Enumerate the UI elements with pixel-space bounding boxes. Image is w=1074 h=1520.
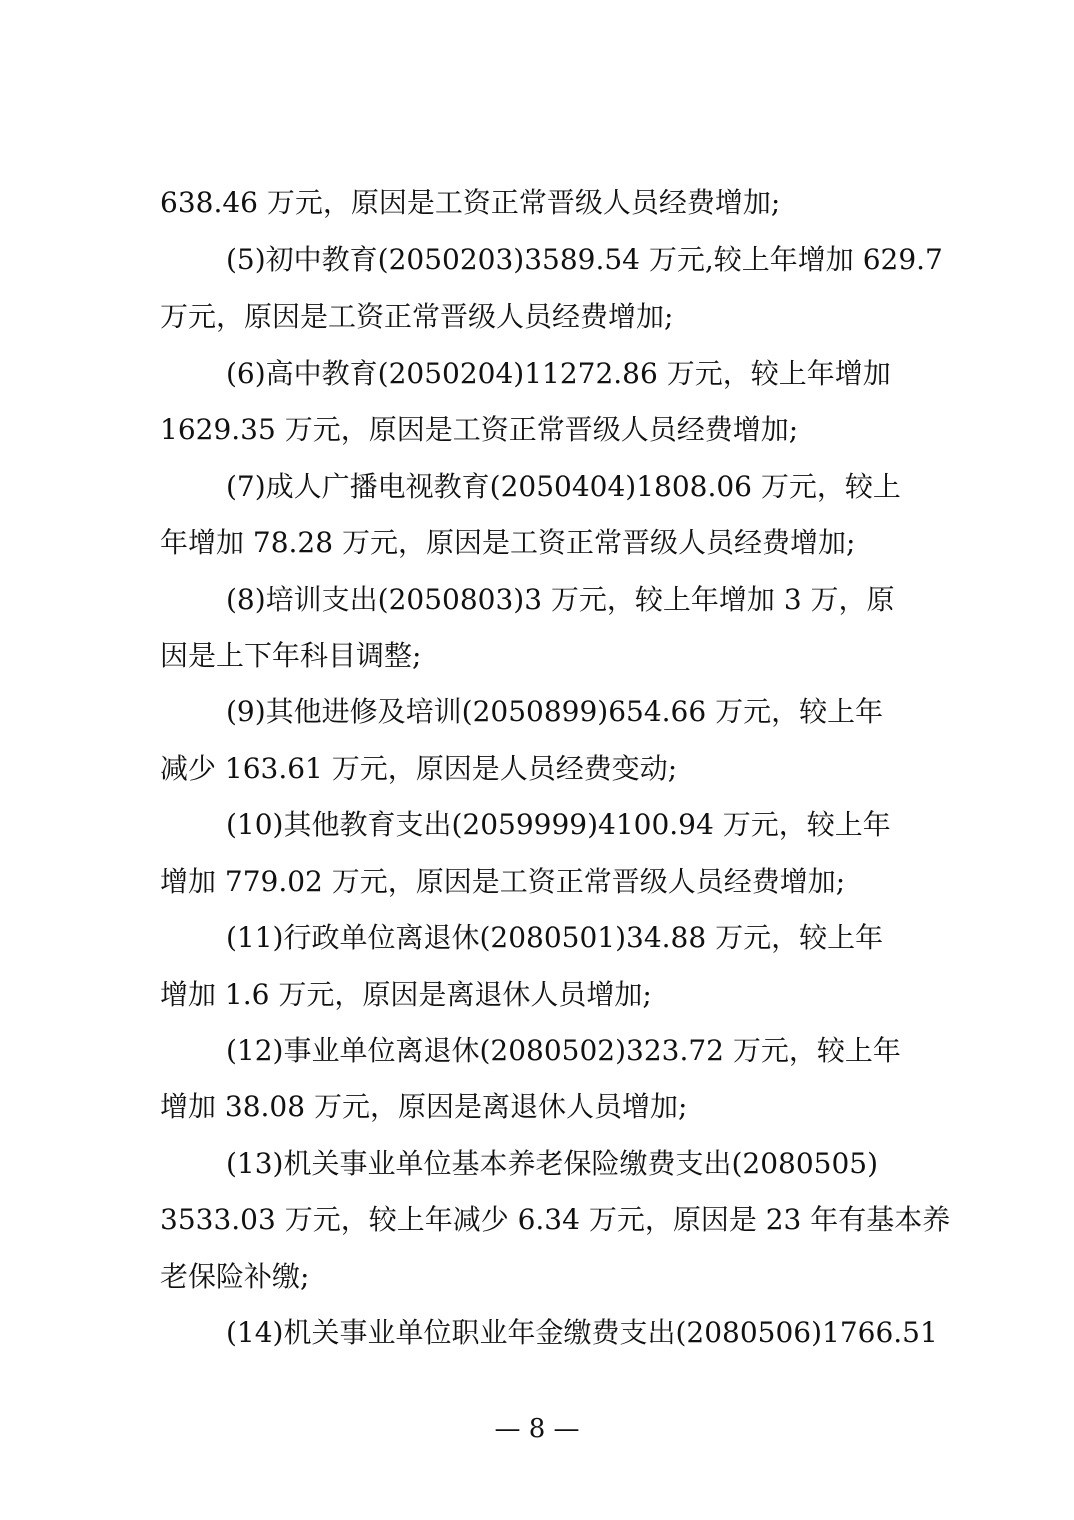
text-line: 年增加 78.28 万元，原因是工资正常晋级人员经费增加; (160, 526, 856, 559)
text-line: 因是上下年科目调整; (160, 639, 422, 672)
text-line: 1629.35 万元，原因是工资正常晋级人员经费增加; (160, 413, 799, 446)
text-line: 万元，原因是工资正常晋级人员经费增加; (160, 300, 674, 333)
text-line: (10)其他教育支出(2059999)4100.94 万元，较上年 (226, 808, 891, 841)
text-line: 老保险补缴; (160, 1260, 310, 1293)
text-line: (7)成人广播电视教育(2050404)1808.06 万元，较上 (226, 470, 901, 503)
text-line: 减少 163.61 万元，原因是人员经费变动; (160, 752, 678, 785)
text-line: (11)行政单位离退休(2080501)34.88 万元，较上年 (226, 921, 884, 954)
text-line: (9)其他进修及培训(2050899)654.66 万元，较上年 (226, 695, 884, 728)
text-line: (6)高中教育(2050204)11272.86 万元，较上年增加 (226, 357, 891, 390)
text-line: 增加 779.02 万元，原因是工资正常晋级人员经费增加; (160, 865, 846, 898)
text-line: (12)事业单位离退休(2080502)323.72 万元，较上年 (226, 1034, 901, 1067)
text-line: (13)机关事业单位基本养老保险缴费支出(2080505) (226, 1147, 879, 1180)
text-line: (5)初中教育(2050203)3589.54 万元,较上年增加 629.7 (226, 243, 943, 276)
text-line: 增加 38.08 万元，原因是离退休人员增加; (160, 1090, 688, 1123)
text-line: 638.46 万元，原因是工资正常晋级人员经费增加; (160, 186, 781, 219)
text-line: (14)机关事业单位职业年金缴费支出(2080506)1766.51 (226, 1316, 938, 1349)
text-line: 增加 1.6 万元，原因是离退休人员增加; (160, 978, 652, 1011)
page-number: — 8 — (494, 1414, 580, 1444)
text-line: 3533.03 万元，较上年减少 6.34 万元，原因是 23 年有基本养 (160, 1203, 951, 1236)
text-line: (8)培训支出(2050803)3 万元，较上年增加 3 万，原 (226, 583, 895, 616)
